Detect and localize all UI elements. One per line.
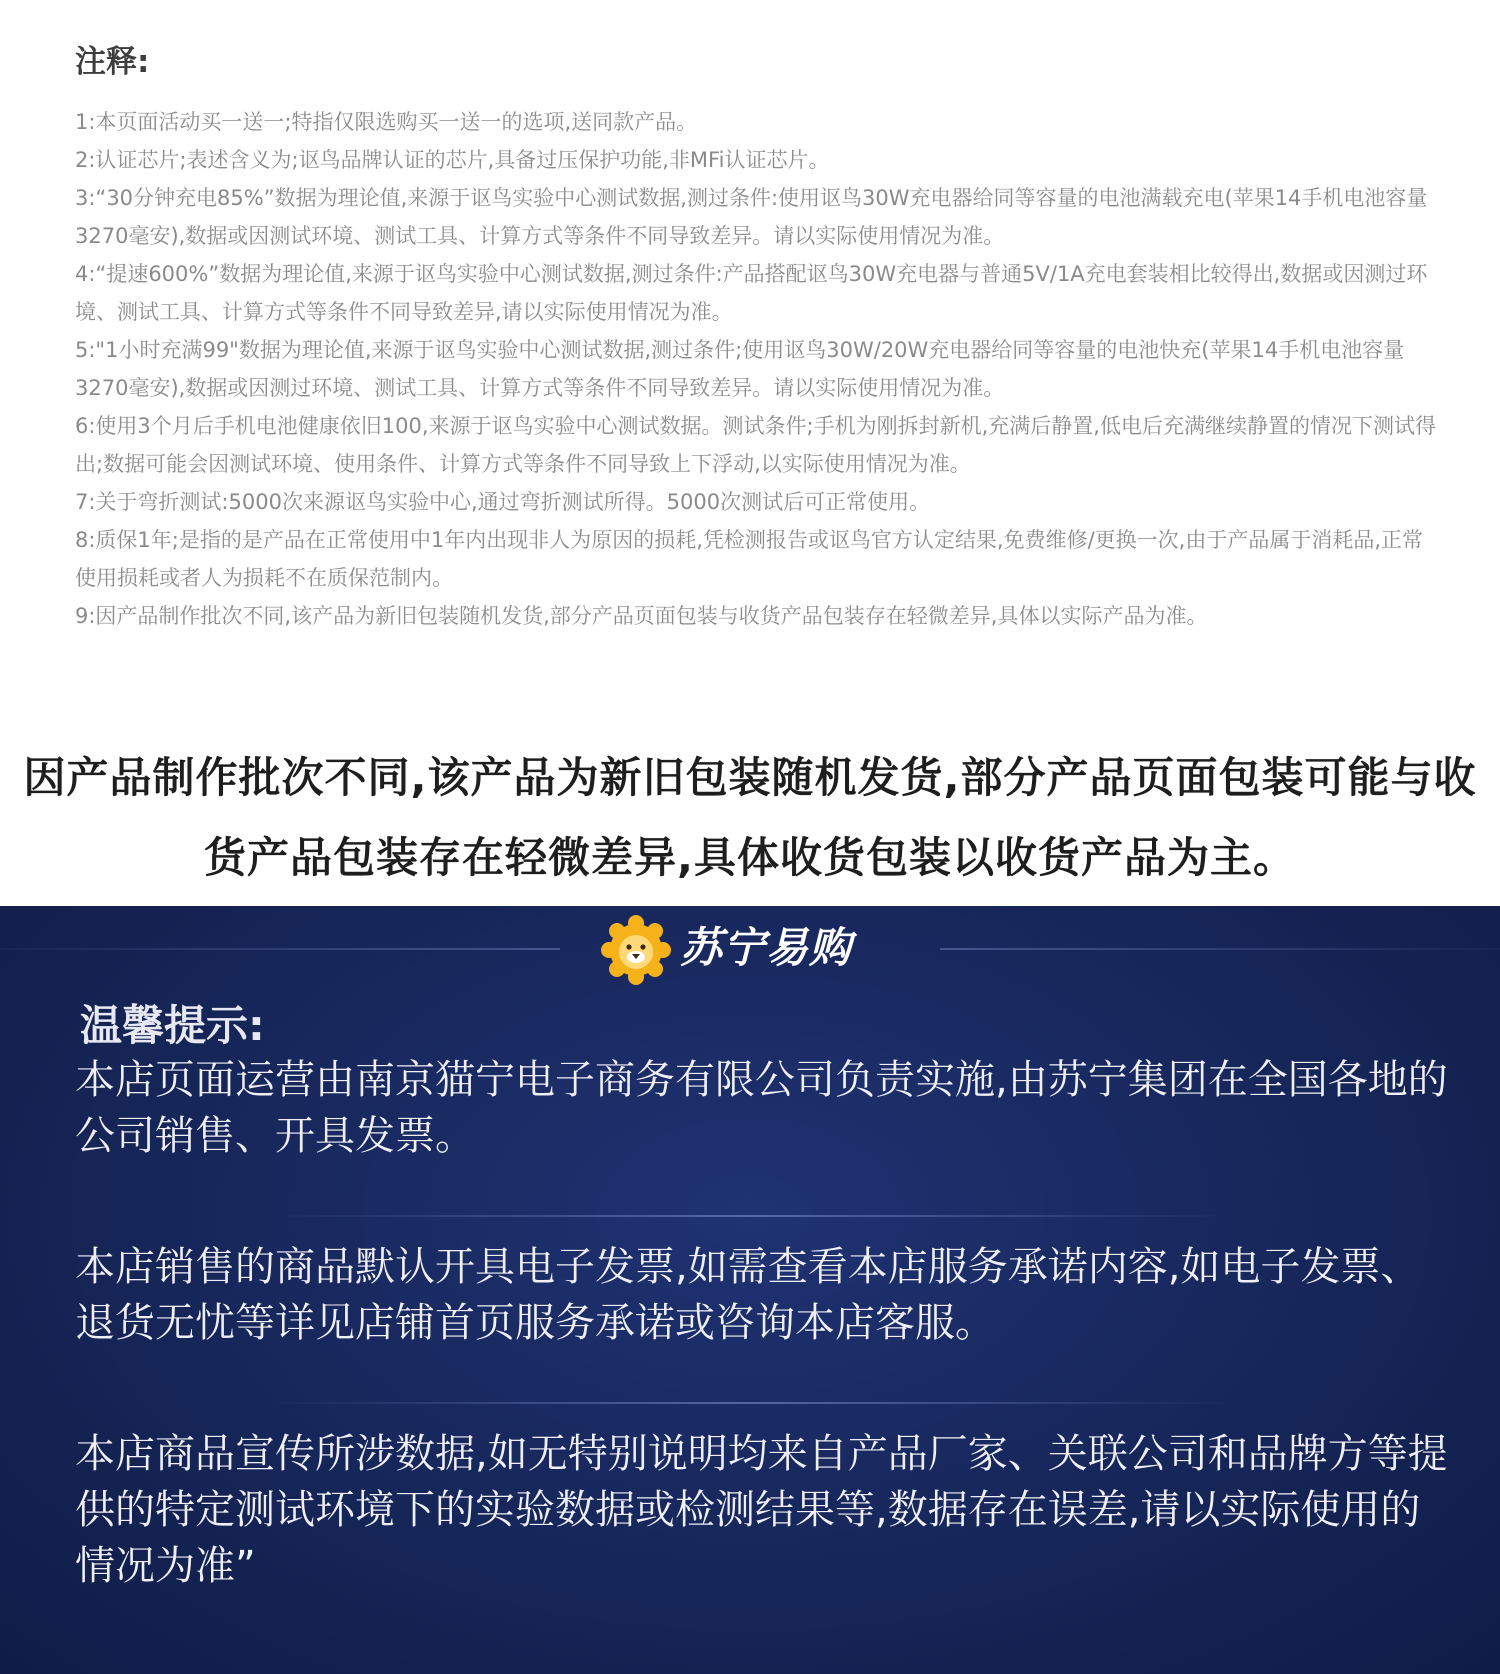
tip-invoice: 本店销售的商品默认开具电子发票,如需查看本店服务承诺内容,如电子发票、退货无忧等详见店铺首页服务承诺或咨询本店客服。: [75, 1244, 1421, 1346]
header-divider-right: [940, 948, 1500, 950]
note-item: 1:本页面活动买一送一;特指仅限选购买一送一的选项,送同款产品。: [75, 110, 698, 134]
note-item: 2:认证芯片;表述含义为;讴鸟品牌认证的芯片,具备过压保护功能,非MFi认证芯片。: [75, 148, 830, 172]
packaging-notice: 因产品制作批次不同,该产品为新旧包装随机发货,部分产品页面包装可能与收货产品包装存在轻微差异,具体收货包装以收货产品为主。: [23, 753, 1477, 882]
lion-face-icon: [600, 914, 672, 986]
note-item: 9:因产品制作批次不同,该产品为新旧包装随机发货,部分产品页面包装与收货产品包装存在轻微差异,具体以实际产品为准。: [75, 604, 1208, 628]
note-item: 7:关于弯折测试:5000次来源讴鸟实验中心,通过弯折测试所得。5000次测试后可正常使用。: [75, 490, 931, 514]
brand-name: 苏宁易购: [680, 923, 853, 972]
note-item: 3:“30分钟充电85%”数据为理论值,来源于讴鸟实验中心测试数据,测过条件:使用讴鸟30W充电器给同等容量的电池满载充电(苹果14手机电池容量3270毫安),数据或因测试环境、测试工具、计算方式等条件不同导致差异。请以实际使用情况为准。: [75, 186, 1428, 248]
notes-list: [75, 103, 1441, 635]
notes-title: 注释:: [75, 44, 150, 80]
note-item: 5:"1小时充满99"数据为理论值,来源于讴鸟实验中心测试数据,测过条件;使用讴鸟30W/20W充电器给同等容量的电池快充(苹果14手机电池容量3270毫安),数据或因测过环境、测试工具、计算方式等条件不同导致差异。请以实际使用情况为准。: [75, 338, 1405, 400]
brand-header: [600, 910, 900, 986]
header-divider-left: [0, 948, 560, 950]
note-item: 8:质保1年;是指的是产品在正常使用中1年内出现非人为原因的损耗,凭检测报告或讴鸟官方认定结果,免费维修/更换一次,由于产品属于消耗品,正常使用损耗或者人为损耗不在质保范制内。: [75, 528, 1424, 590]
tip-data-disclaimer: 本店商品宣传所涉数据,如无特别说明均来自产品厂家、关联公司和品牌方等提供的特定测试环境下的实验数据或检测结果等,数据存在误差,请以实际使用的情况为准”: [75, 1431, 1448, 1589]
tips-divider: [270, 1402, 1230, 1404]
tip-operation: 本店页面运营由南京猫宁电子商务有限公司负责实施,由苏宁集团在全国各地的公司销售、开具发票。: [75, 1057, 1448, 1159]
tips-divider: [270, 1215, 1230, 1217]
note-item: 4:“提速600%”数据为理论值,来源于讴鸟实验中心测试数据,测过条件:产品搭配讴鸟30W充电器与普通5V/1A充电套装相比较得出,数据或因测过环境、测试工具、计算方式等条件不同导致差异,请以实际使用情况为准。: [75, 262, 1428, 324]
note-item: 6:使用3个月后手机电池健康依旧100,来源于讴鸟实验中心测试数据。测试条件;手机为刚拆封新机,充满后静置,低电后充满继续静置的情况下测试得出;数据可能会因测试环境、使用条件、计算方式等条件不同导致上下浮动,以实际使用情况为准。: [75, 414, 1436, 476]
store-tips-section: [0, 906, 1500, 1674]
tips-title: 温馨提示:: [80, 1001, 265, 1050]
